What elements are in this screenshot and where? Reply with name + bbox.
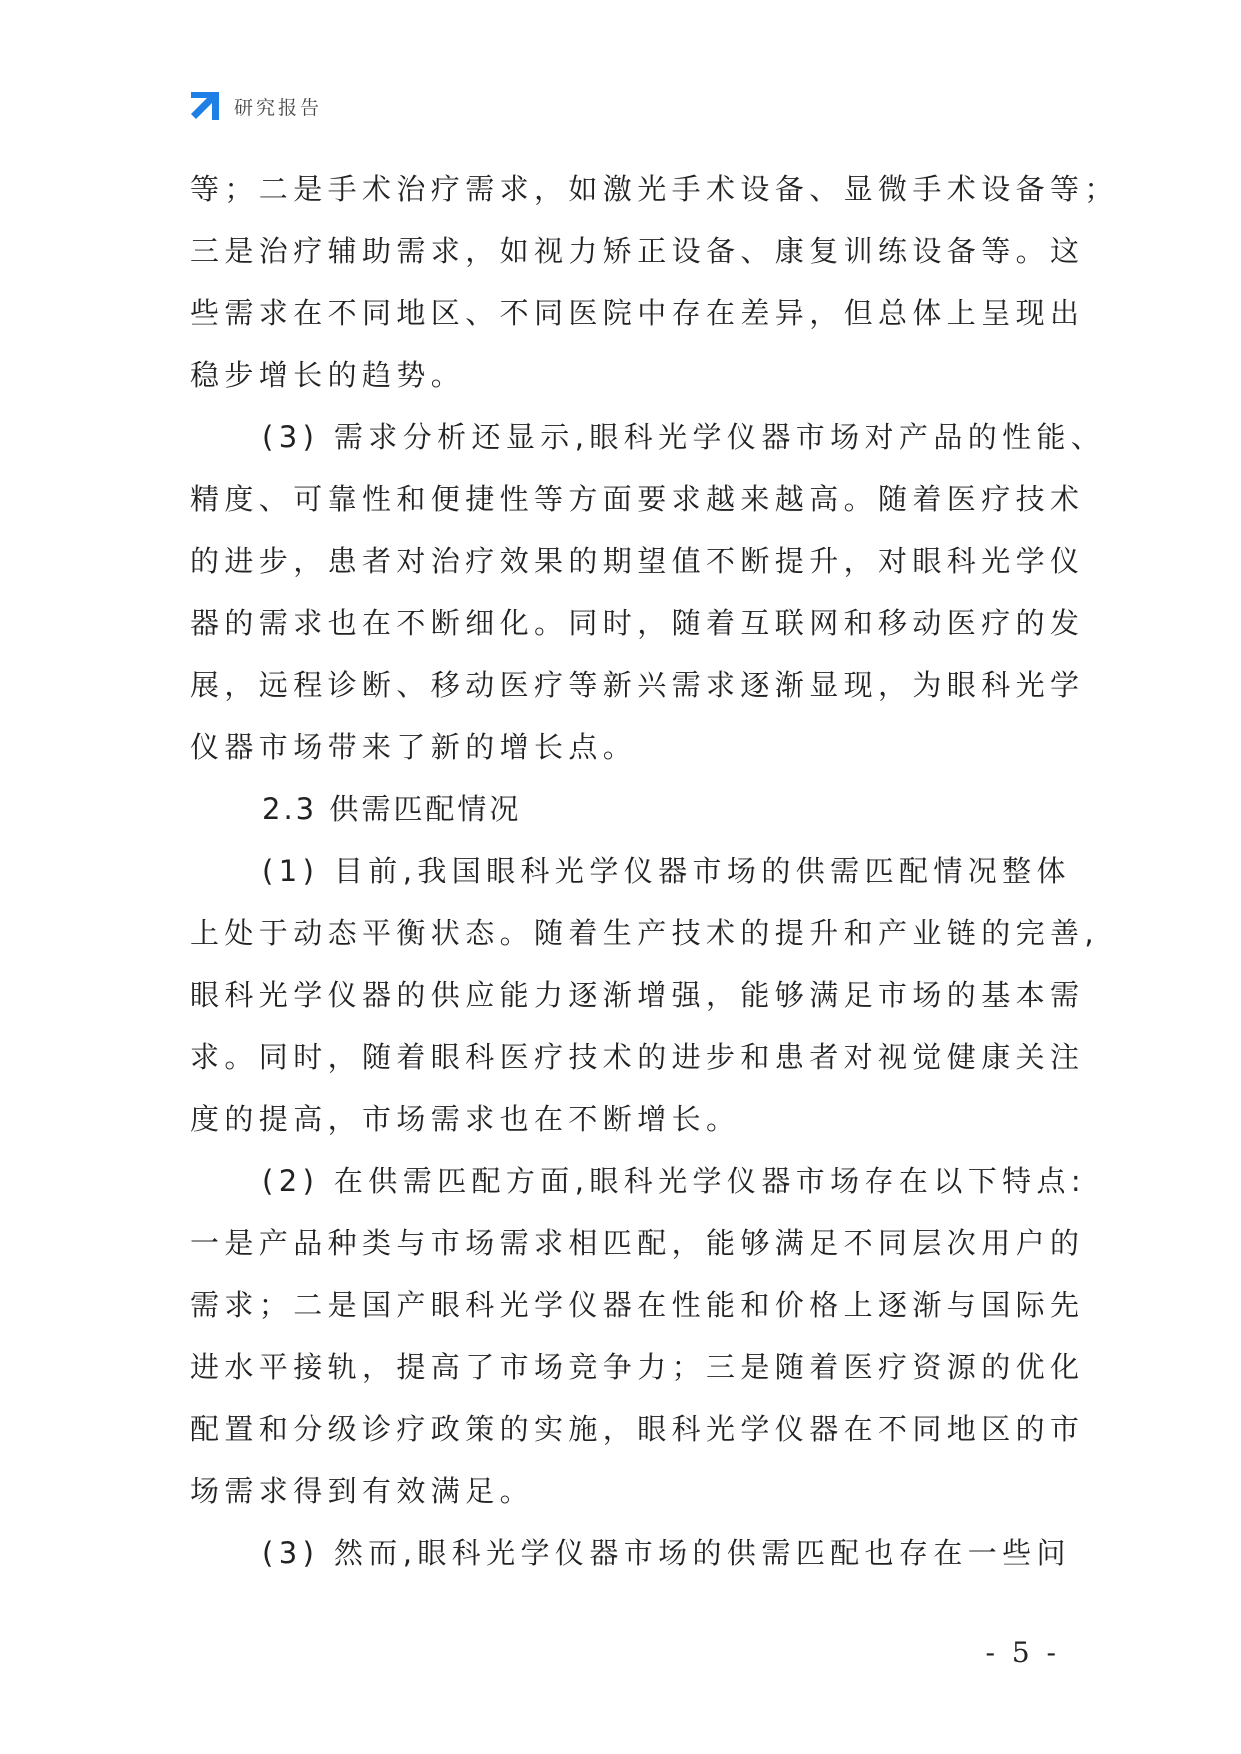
header-title: 研究报告 bbox=[234, 96, 323, 119]
text-line: 上处于动态平衡状态。随着生产技术的提升和产业链的完善, bbox=[190, 916, 1100, 950]
document-body bbox=[190, 158, 1119, 1584]
text-line: (1) 目前,我国眼科光学仪器市场的供需匹配情况整体 bbox=[262, 854, 1071, 888]
text-line: 配置和分级诊疗政策的实施，眼科光学仪器在不同地区的市 bbox=[190, 1412, 1085, 1446]
text-line: 器的需求也在不断细化。同时，随着互联网和移动医疗的发 bbox=[190, 606, 1085, 640]
text-line: 等；二是手术治疗需求，如激光手术设备、显微手术设备等； bbox=[190, 172, 1119, 206]
text-line: 的进步，患者对治疗效果的期望值不断提升，对眼科光学仪 bbox=[190, 544, 1085, 578]
text-line: 度的提高，市场需求也在不断增长。 bbox=[190, 1102, 741, 1136]
text-line: 求。同时，随着眼科医疗技术的进步和患者对视觉健康关注 bbox=[190, 1040, 1085, 1074]
text-line: 进水平接轨，提高了市场竞争力；三是随着医疗资源的优化 bbox=[190, 1350, 1085, 1384]
text-line: 仪器市场带来了新的增长点。 bbox=[190, 730, 638, 764]
text-line: 需求；二是国产眼科光学仪器在性能和价格上逐渐与国际先 bbox=[190, 1288, 1085, 1322]
section-heading: 2.3 供需匹配情况 bbox=[262, 792, 522, 826]
text-line: 些需求在不同地区、不同医院中存在差异，但总体上呈现出 bbox=[190, 296, 1085, 330]
text-line: 稳步增长的趋势。 bbox=[190, 358, 466, 392]
text-line: 三是治疗辅助需求，如视力矫正设备、康复训练设备等。这 bbox=[190, 234, 1085, 268]
text-line: 精度、可靠性和便捷性等方面要求越来越高。随着医疗技术 bbox=[190, 482, 1085, 516]
text-line: (2) 在供需匹配方面,眼科光学仪器市场存在以下特点: bbox=[262, 1164, 1087, 1198]
page-number: - 5 - bbox=[985, 1636, 1060, 1669]
report-header bbox=[188, 88, 322, 124]
text-line: 场需求得到有效满足。 bbox=[190, 1474, 535, 1508]
text-line: 眼科光学仪器的供应能力逐渐增强，能够满足市场的基本需 bbox=[190, 978, 1085, 1012]
text-line: (3) 需求分析还显示,眼科光学仪器市场对产品的性能、 bbox=[262, 420, 1106, 454]
text-line: (3) 然而,眼科光学仪器市场的供需匹配也存在一些问 bbox=[262, 1536, 1071, 1570]
arrow-logo-icon bbox=[188, 89, 222, 123]
text-line: 展，远程诊断、移动医疗等新兴需求逐渐显现，为眼科光学 bbox=[190, 668, 1085, 702]
text-line: 一是产品种类与市场需求相匹配，能够满足不同层次用户的 bbox=[190, 1226, 1085, 1260]
